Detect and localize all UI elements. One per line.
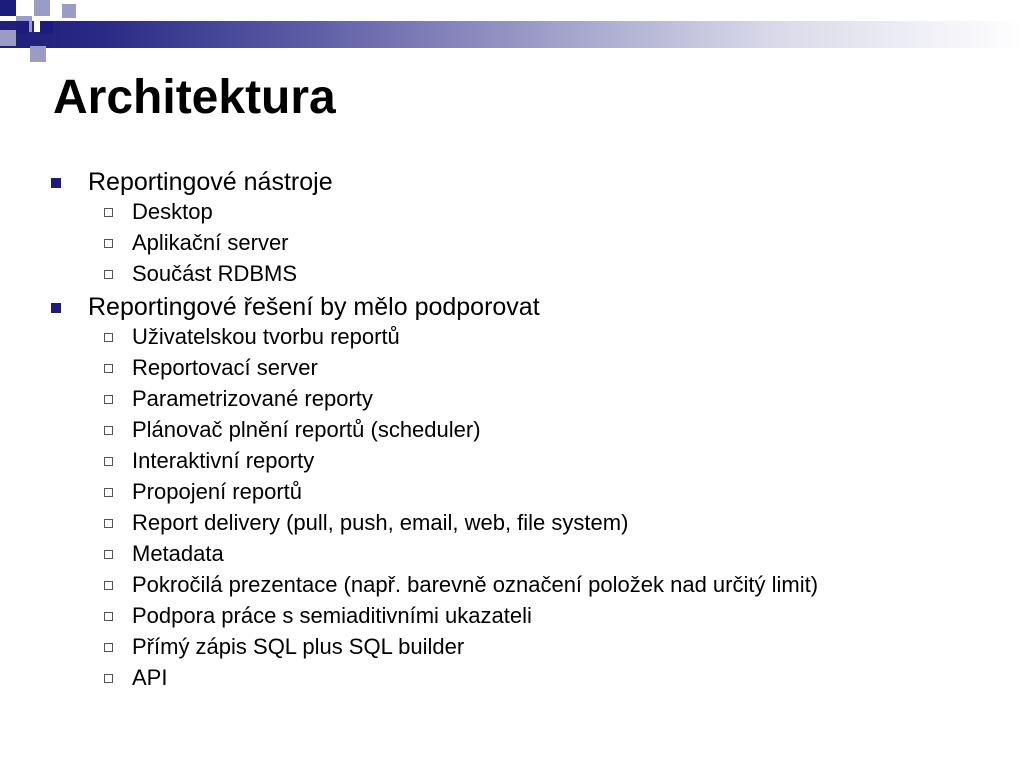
filled-square-bullet-icon xyxy=(51,178,61,188)
list-item-text: Přímý zápis SQL plus SQL builder xyxy=(132,634,465,659)
hollow-square-bullet-icon xyxy=(104,239,113,248)
list-item-text: Aplikační server xyxy=(132,230,289,255)
list-item-text: Desktop xyxy=(132,199,213,224)
list-item-text: Parametrizované reporty xyxy=(132,386,373,411)
hollow-square-bullet-icon xyxy=(104,426,113,435)
hollow-square-bullet-icon xyxy=(104,581,113,590)
list-item-text: Plánovač plnění reportů (scheduler) xyxy=(132,417,481,442)
hollow-square-bullet-icon xyxy=(104,364,113,373)
hollow-square-bullet-icon xyxy=(104,457,113,466)
slide-title: Architektura xyxy=(53,71,336,124)
decor-square xyxy=(34,0,50,16)
hollow-square-bullet-icon xyxy=(104,333,113,342)
list-item-text: Reportingové nástroje xyxy=(88,168,333,196)
list-item-text: Reportovací server xyxy=(132,355,318,380)
header-gradient-bar xyxy=(0,21,1024,48)
list-item-text: API xyxy=(132,665,168,690)
filled-square-bullet-icon xyxy=(51,303,61,313)
decor-square xyxy=(30,46,46,62)
hollow-square-bullet-icon xyxy=(104,519,113,528)
hollow-square-bullet-icon xyxy=(104,550,113,559)
list-item-text: Report delivery (pull, push, email, web, file system) xyxy=(132,510,629,535)
hollow-square-bullet-icon xyxy=(104,395,113,404)
decor-square xyxy=(0,30,16,46)
hollow-square-bullet-icon xyxy=(104,612,113,621)
hollow-square-bullet-icon xyxy=(104,208,113,217)
list-item-text: Propojení reportů xyxy=(132,479,302,504)
list-item-text: Součást RDBMS xyxy=(132,261,298,286)
decor-square xyxy=(40,21,53,34)
hollow-square-bullet-icon xyxy=(104,270,113,279)
list-item-text: Pokročilá prezentace (např. barevně označení položek nad určitý limit) xyxy=(132,572,819,597)
list-item-text: Reportingové řešení by mělo podporovat xyxy=(88,293,540,321)
decor-square xyxy=(62,4,76,18)
list-item-text: Podpora práce s semiaditivními ukazateli xyxy=(132,603,532,628)
list-item-text: Metadata xyxy=(132,541,224,566)
decor-square xyxy=(0,0,16,16)
decor-square xyxy=(16,21,29,34)
list-item-text: Interaktivní reporty xyxy=(132,448,315,473)
hollow-square-bullet-icon xyxy=(104,643,113,652)
hollow-square-bullet-icon xyxy=(104,674,113,683)
hollow-square-bullet-icon xyxy=(104,488,113,497)
list-item-text: Uživatelskou tvorbu reportů xyxy=(132,324,400,349)
